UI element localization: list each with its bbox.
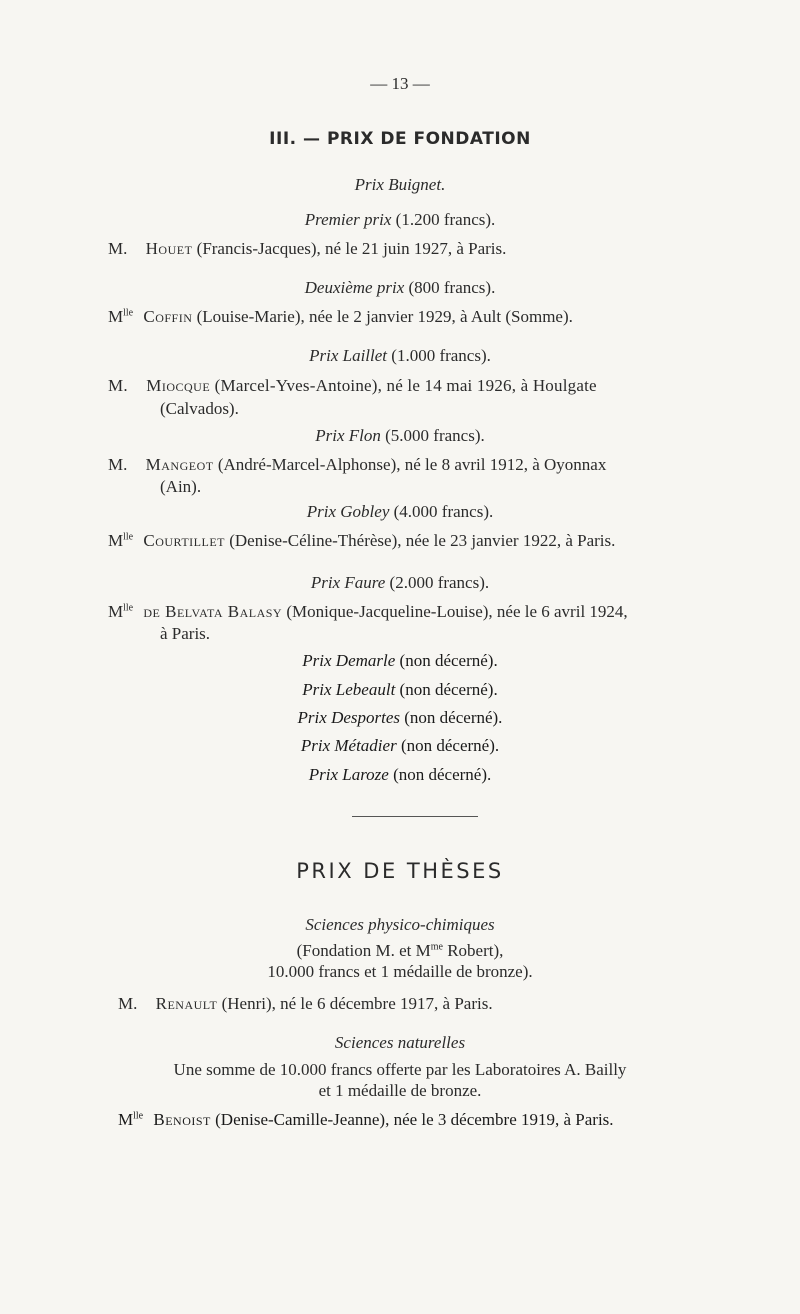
winner-belvata-line2: à Paris. (160, 624, 211, 643)
prize-status: (non décerné). (404, 708, 503, 727)
winner-details: (Denise-Céline-Thérèse), née le 23 janvier 1922, à Paris. (229, 531, 616, 550)
prize-flon-title (0, 426, 800, 446)
winner-name: Houet (145, 239, 193, 258)
not-awarded-item (0, 651, 800, 671)
prize-name: Prix Demarle (302, 651, 396, 670)
winner-details: (Henri), né le 6 décembre 1917, à Paris. (221, 994, 493, 1013)
natural-line2: et 1 médaille de bronze. (318, 1081, 482, 1100)
winner-name: Renault (155, 994, 218, 1013)
not-awarded-item (0, 765, 800, 785)
winner-mangeot-line2: (Ain). (160, 477, 202, 496)
civility: $M^{lle}$ (108, 307, 134, 326)
prize-name: Prix Lebeault (302, 680, 396, 699)
winner-details: (Louise-Marie), née le 2 janvier 1929, à Ault (Somme). (196, 307, 573, 326)
winner-belvata (108, 602, 628, 622)
prize-status: (non décerné). (393, 765, 492, 784)
winner-benoist (118, 1110, 614, 1130)
winner-details: (Francis-Jacques), né le 21 juin 1927, à Paris. (196, 239, 507, 258)
winner-miocque (108, 376, 597, 396)
winner-houet (108, 239, 506, 259)
winner-mangeot (108, 455, 606, 475)
civility: M. (108, 239, 128, 258)
winner-details: (Monique-Jacqueline-Louise), née le 6 avril 1924, (286, 602, 628, 621)
civility: M. (118, 994, 138, 1013)
prize-name: Prix Métadier (300, 736, 397, 755)
winner-details: (André-Marcel-Alphonse), né le 8 avril 1912, à Oyonnax (217, 455, 607, 474)
civility: M. (108, 376, 128, 395)
civility: $M^{lle}$ (108, 602, 134, 621)
winner-name: Miocque (146, 376, 211, 395)
first-prize-amount: (1.200 francs). (395, 210, 496, 229)
civility: $M^{lle}$ (118, 1110, 144, 1129)
prize-name: Prix Faure (310, 573, 386, 592)
physchem-line1: (Fondation M. et $M^{me}$ Robert), (296, 941, 504, 960)
prize-amount: (2.000 francs). (389, 573, 490, 592)
prize-status: (non décerné). (400, 736, 500, 755)
prize-name: Prix Flon (315, 426, 381, 445)
prize-name: Prix Gobley (306, 502, 390, 521)
natural-title: Sciences naturelles (334, 1033, 466, 1052)
prize-laillet-title (0, 346, 800, 366)
theses-title: PRIX DE THÈSES (296, 859, 504, 883)
physchem-line2: 10.000 francs et 1 médaille de bronze). (267, 962, 533, 981)
prize-gobley-title (0, 502, 800, 522)
first-prize-label: Premier prix (304, 210, 392, 229)
winner-name: Coffin (143, 307, 193, 326)
prize-name: Prix Desportes (297, 708, 401, 727)
prize-buignet-first-title (0, 210, 800, 230)
winner-courtillet (108, 531, 615, 551)
not-awarded-item (0, 736, 800, 756)
prize-status: (non décerné). (399, 651, 498, 670)
winner-details: (Marcel-Yves-Antoine), né le 14 mai 1926, à Houlgate (214, 376, 597, 395)
winner-coffin (108, 307, 573, 327)
winner-name: Courtillet (143, 531, 225, 550)
physchem-title: Sciences physico-chimiques (305, 915, 495, 934)
second-prize-amount: (800 francs). (408, 278, 496, 297)
prize-amount: (5.000 francs). (385, 426, 485, 445)
prize-status: (non décerné). (399, 680, 498, 699)
page-number: — 13 — (370, 74, 430, 93)
prize-name: Prix Laroze (308, 765, 389, 784)
civility: M. (108, 455, 128, 474)
prize-buignet-second-title (0, 278, 800, 298)
prize-amount: (1.000 francs). (391, 346, 491, 365)
natural-line1: Une somme de 10.000 francs offerte par les Laboratoires A. Bailly (173, 1060, 627, 1079)
section-divider (352, 816, 478, 817)
prize-faure-title (0, 573, 800, 593)
prize-name: Prix Laillet (309, 346, 388, 365)
winner-renault (118, 994, 493, 1014)
civility: $M^{lle}$ (108, 531, 134, 550)
winner-name: de Belvata Balasy (143, 602, 283, 621)
winner-name: Mangeot (145, 455, 214, 474)
winner-details: (Denise-Camille-Jeanne), née le 3 décembre 1919, à Paris. (215, 1110, 614, 1129)
winner-name: Benoist (153, 1110, 211, 1129)
not-awarded-item (0, 680, 800, 700)
winner-miocque-line2: (Calvados). (160, 399, 239, 418)
section-title: III. — PRIX DE FONDATION (269, 129, 531, 149)
second-prize-label: Deuxième prix (304, 278, 405, 297)
not-awarded-item (0, 708, 800, 728)
prize-amount: (4.000 francs). (393, 502, 494, 521)
prize-buignet-title: Prix Buignet. (354, 175, 446, 194)
